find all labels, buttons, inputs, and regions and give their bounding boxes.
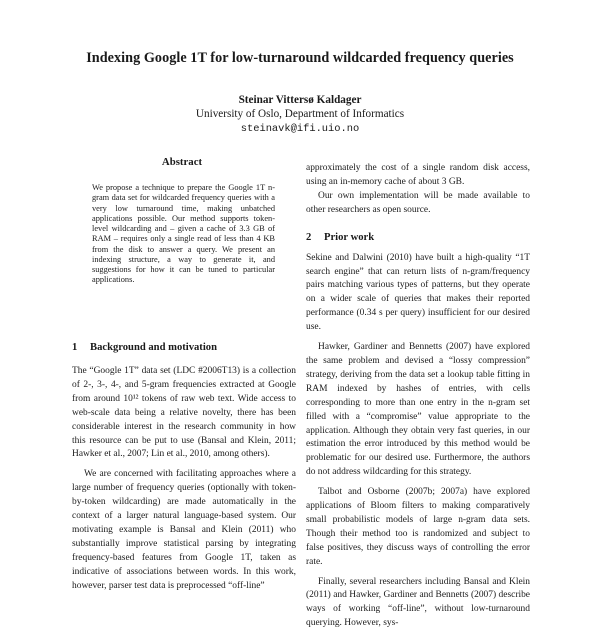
author-email: steinavk@ifi.uio.no [240,123,360,135]
section-1-paragraph: We are concerned with facilitating approaches where a large number of frequency queries (optionally with token-by-token wildcarding) are made automatically in the context of a larger natural language-based system. Our motivating example is Bansal and Klein (2011) who substantially improve statistical parsing by integrating frequency-based features from Google 1T, taken as indicative of associations between words. In this work, however, parser test data is preprocessed “off-line” [72,469,296,591]
section-1-number: 1 [72,342,78,353]
abstract-text: We propose a technique to prepare the Google 1T n-gram data set for wildcarded frequency queries with a very low turnaround time, making unbatched applications possible. Our method supports token-level wildcarding and – given a cache of 3.3 GB of RAM – requires only a single read of less than 4 KB from the disk to answer a query. We present an indexing structure, a way to generate it, and suggestions for how it can be tuned to particular applications. [92,183,275,285]
paper-title: Indexing Google 1T for low-turnaround wildcarded frequency queries [86,50,514,66]
continuation-paragraph: approximately the cost of a single random disk access, using an in-memory cache of about 3 GB. [306,163,530,187]
section-2-paragraph: Sekine and Dalwini (2010) have built a high-quality “1T search engine” that can return lists of n-gram/frequency pairs matching various types of patterns, but they operate on a wider scale of queries that makes their reported performance (0.34 s per query) insufficient for our desired use. [306,252,530,333]
author-name: Steinar Vittersø Kaldager [238,94,362,106]
section-2-heading [306,231,530,245]
right-column-body [306,162,530,631]
author-affiliation: University of Oslo, Department of Informatics [195,108,405,120]
section-2-number: 2 [306,231,312,243]
section-2-title: Prior work [324,231,375,243]
section-1-title: Background and motivation [90,342,217,353]
left-column-body [72,365,296,594]
section-1-paragraph: The “Google 1T” data set (LDC #2006T13) is a collection of 2-, 3-, 4-, and 5-gram frequencies extracted at Google from around 10¹² tokens of raw web text. Wide access to web-scale data being a relative novelty, there has been considerable interest in the research community in how this resource can be put to use (Bansal and Klein, 2011; Hawker et al., 2007; Lin et al., 2010, among others). [72,366,296,460]
section-2-paragraph: Hawker, Gardiner and Bennetts (2007) have explored the same problem and devised a “lossy compression” strategy, deriving from the data set a lookup table fitting in RAM indexed by hashes of entries, with cells corresponding to more than one entry in the n-gram set filled with a “compromise” value appropriate to the application. Although they obtain very fast queries, in our estimation the error introduced by this method would be problematic for our desired use. Furthermore, the authors do not address wildcarding for this strategy. [306,342,530,478]
continuation-paragraph: Our own implementation will be made available to other researchers as open source. [306,190,530,215]
section-1-heading [72,342,296,353]
section-2-paragraph: Talbot and Osborne (2007b; 2007a) have explored applications of Bloom filters to making comparatively small probabilistic models of large n-gram data sets. Though their method too is randomized and subject to false positives, they discuss ways of controlling the error rate. [306,487,530,567]
section-2-paragraph: Finally, several researchers including Bansal and Klein (2011) and Hawker, Gardiner and Bennetts (2007) describe ways of working “off-line”, without low-turnaround querying. However, sys- [306,576,530,629]
abstract-heading: Abstract [161,156,203,168]
